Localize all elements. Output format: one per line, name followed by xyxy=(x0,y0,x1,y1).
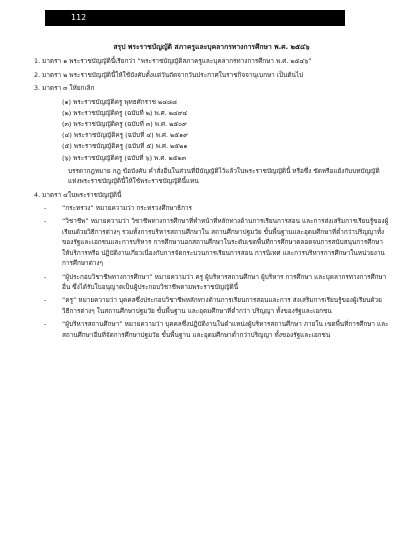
document-title: สรุป พระราชบัญญัติ สภาครูและบุคลากรทางการศึกษา พ.ศ. ๒๕๔๖ xyxy=(113,43,310,51)
definition-item xyxy=(34,216,389,268)
list-item: (๖) พระราชบัญญัติครู (ฉบับที่ ๖) พ.ศ. ๒๕๒๓ xyxy=(62,153,187,162)
definition-text: “วิชาชีพ” หมายความว่า วิชาชีพทางการศึกษาที่ทำหน้าที่หลักทางด้านการเรียนการสอน และการส่งเสริมการเรียนรู้ของผู้เรียนด้วยวิธีการต่างๆ รวมทั้งการบริหารสถานศึกษาใน สถานศึกษาปฐมวัย ขั้นพื้นฐานและอุดมศึกษาที่ต่ำกว่าปริญญาทั้งของรัฐและเอกชนและการบริหาร การศึกษานอกสถานศึกษาในระดับเขตพื้นที่การศึกษาตลอดจนการสนับสนุนการศึกษา ให้บริการหรือ ปฏิบัติงานเกี่ยวเนื่องกับการจัดกระบวนการเรียนการสอน การนิเทศ และการบริหารการศึกษาในหน่วยงาน การศึกษาต่างๆ xyxy=(62,217,389,268)
bullet-dash: - xyxy=(44,272,47,281)
list-item: (๕) พระราชบัญญัติครู (ฉบับที่ ๕) พ.ศ. ๒๕๒๑ xyxy=(62,142,188,151)
page-number: 112 xyxy=(71,13,87,22)
repealed-acts-list xyxy=(34,97,389,164)
bullet-dash: - xyxy=(44,217,47,226)
definition-text: “ครู” หมายความว่า บุคคลซึ่งประกอบวิชาชีพหลักทางด้านการเรียนการสอนและการ ส่งเสริมการเรียนรู้ของผู้เรียนด้วยวิธีการต่างๆ ในสถานศึกษาปฐมวัย ขั้นพื้นฐาน และอุดมศึกษาที่ต่ำกว่า ปริญญา ทั้งของรัฐและเอกชน xyxy=(62,296,382,315)
definition-text: “ผู้บริหารสถานศึกษา” หมายความว่า บุคคลซึ่งปฏิบัติงานในตำแหน่งผู้บริหารสถานศึกษา ภายใน เขตพื้นที่การศึกษา และสถานศึกษาอื่นที่จัดการศึกษาปฐมวัย ขั้นพื้นฐาน และอุดมศึกษาต่ำกว่าปริญญา ทั้งของรัฐและเอกชน xyxy=(62,320,389,339)
definition-item xyxy=(34,272,389,293)
list-item: (๓) พระราชบัญญัติครู (ฉบับที่ ๓) พ.ศ. ๒๕๐๙ xyxy=(62,120,187,129)
definition-item xyxy=(34,203,389,213)
paragraph-section-3: 3. มาตรา ๓ ให้ยกเลิก xyxy=(34,84,95,93)
page-number-bar xyxy=(45,10,345,26)
list-item: (๒) พระราชบัญญัติครู (ฉบับที่ ๒) พ.ศ. ๒๔๙๔ xyxy=(62,108,188,117)
paragraph-section-1: 1. มาตรา ๑ พระราชบัญญัตินี้เรียกว่า “พระราชบัญญัติสภาครูและบุคลากรทางการศึกษา พ.ศ. ๒๕๔๖” xyxy=(34,57,312,66)
definition-text: “กระทรวง” หมายความว่า กระทรวงศึกษาธิการ xyxy=(62,204,192,213)
list-item: (๔) พระราชบัญญัติครู (ฉบับที่ ๔) พ.ศ. ๒๕๑๙ xyxy=(62,131,188,140)
definition-item xyxy=(34,319,389,340)
bullet-dash: - xyxy=(44,320,47,329)
bullet-dash: - xyxy=(44,296,47,305)
paragraph-section-4: 4. มาตรา ๔ในพระราชบัญญัตินี้ xyxy=(34,190,122,199)
definition-text: “ผู้ประกอบวิชาชีพทางการศึกษา” หมายความว่า ครู ผู้บริหารสถานศึกษา ผู้บริหาร การศึกษา และบุคลากรทางการศึกษาอื่น ซึ่งได้รับใบอนุญาตเป็นผู้ประกอบวิชาชีพตามพระราชบัญญัตินี้ xyxy=(62,272,387,291)
definition-item xyxy=(34,295,389,316)
bullet-dash: - xyxy=(44,204,47,213)
document-body xyxy=(34,42,389,343)
paragraph-section-2: 2. มาตรา ๒ พระราชบัญญัตินี้ให้ใช้บังคับตั้งแต่วันถัดจากวันประกาศในราชกิจจานุเบกษา เป็นต้นไป xyxy=(34,70,304,79)
repeal-note: บรรดากฎหมาย กฎ ข้อบังคับ คำสั่งอื่นในส่วนที่มีบัญญัติไว้แล้วในพระราชบัญญัตินี้ หรือซึ่ง ขัดหรือแย้งกับบทบัญญัติแห่งพระราชบัญญัตินี้ให้ใช้พระราชบัญญัตินี้แทน xyxy=(68,166,380,186)
list-item: (๑) พระราชบัญญัติครู พุทธศักราช ๒๔๘๘ xyxy=(62,97,177,106)
